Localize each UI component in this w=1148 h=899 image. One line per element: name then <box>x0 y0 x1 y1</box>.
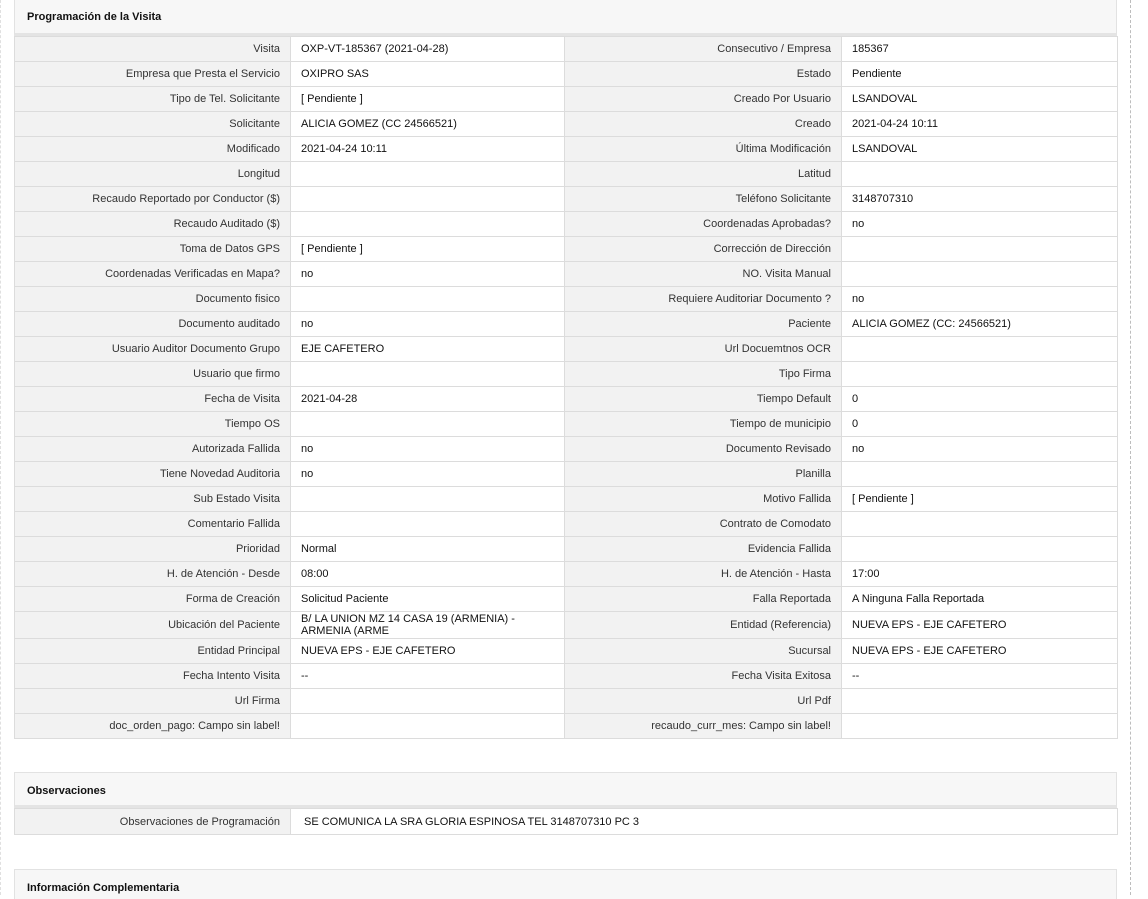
field-value <box>291 162 565 187</box>
field-value-text: NUEVA EPS - EJE CAFETERO <box>852 645 1007 657</box>
table-row <box>15 87 1118 112</box>
field-value-text: LSANDOVAL <box>852 143 918 155</box>
field-value <box>842 37 1118 62</box>
field-value <box>291 809 1118 835</box>
field-value-text: Solicitud Paciente <box>301 593 389 605</box>
field-label-text: Sucursal <box>788 645 831 657</box>
field-label <box>565 37 842 62</box>
field-label-text: Consecutivo / Empresa <box>717 43 831 55</box>
field-label <box>565 262 842 287</box>
table-row <box>15 112 1118 137</box>
field-label <box>565 137 842 162</box>
field-label <box>565 212 842 237</box>
field-value <box>842 387 1118 412</box>
field-label-text: Visita <box>253 43 280 55</box>
field-label <box>565 664 842 689</box>
field-value <box>842 262 1118 287</box>
field-value-text: ALICIA GOMEZ (CC: 24566521) <box>852 318 1011 330</box>
field-label <box>565 612 842 639</box>
field-value <box>842 562 1118 587</box>
field-label-text: Ubicación del Paciente <box>168 619 280 631</box>
field-label <box>15 437 291 462</box>
field-label <box>15 587 291 612</box>
field-label-text: Forma de Creación <box>185 593 280 605</box>
table-row <box>15 162 1118 187</box>
field-value-text: no <box>852 218 865 230</box>
table-row <box>15 237 1118 262</box>
field-value <box>291 212 565 237</box>
field-value <box>291 412 565 437</box>
field-label-text: Falla Reportada <box>752 593 831 605</box>
field-label-text: Sub Estado Visita <box>193 493 280 505</box>
field-label-text: Modificado <box>226 143 280 155</box>
field-label-text: Creado Por Usuario <box>733 93 831 105</box>
field-label <box>15 689 291 714</box>
field-label <box>15 639 291 664</box>
table-row <box>15 312 1118 337</box>
field-label-text: Entidad (Referencia) <box>730 619 831 631</box>
observaciones-panel <box>14 772 1117 835</box>
field-label <box>15 312 291 337</box>
field-value <box>842 612 1118 639</box>
field-label <box>15 387 291 412</box>
field-label <box>565 714 842 739</box>
field-value <box>842 187 1118 212</box>
field-label <box>15 362 291 387</box>
field-label <box>565 112 842 137</box>
field-value <box>291 62 565 87</box>
field-value <box>842 162 1118 187</box>
field-value <box>842 87 1118 112</box>
field-label-text: Fecha Intento Visita <box>182 670 280 682</box>
field-label <box>15 537 291 562</box>
field-label-text: Documento fisico <box>195 293 280 305</box>
field-label-text: Tiempo de municipio <box>729 418 831 430</box>
field-label-text: Url Docuemtnos OCR <box>724 343 831 355</box>
field-value-text: -- <box>301 670 309 682</box>
field-value <box>291 87 565 112</box>
field-label <box>15 714 291 739</box>
field-value <box>842 62 1118 87</box>
field-label <box>15 337 291 362</box>
field-value-text: 2021-04-24 10:11 <box>301 143 388 155</box>
table-row <box>15 387 1118 412</box>
field-value-text: OXIPRO SAS <box>301 68 369 80</box>
table-row <box>15 612 1118 639</box>
field-label <box>565 337 842 362</box>
field-value-text: [ Pendiente ] <box>301 93 363 105</box>
field-value <box>842 664 1118 689</box>
field-label <box>15 162 291 187</box>
field-label <box>565 587 842 612</box>
left-border-line <box>0 0 1 895</box>
table-row <box>15 137 1118 162</box>
field-label <box>15 487 291 512</box>
table-row <box>15 412 1118 437</box>
field-label-text: Creado <box>794 118 831 130</box>
field-value <box>842 337 1118 362</box>
field-label-text: H. de Atención - Hasta <box>720 568 831 580</box>
field-label <box>565 87 842 112</box>
field-label <box>565 487 842 512</box>
field-value-text: Pendiente <box>852 68 902 80</box>
programacion-header: Programación de la Visita <box>14 0 1117 36</box>
field-label <box>15 212 291 237</box>
field-value <box>291 112 565 137</box>
field-value-text: NUEVA EPS - EJE CAFETERO <box>852 619 1007 631</box>
field-value <box>291 362 565 387</box>
field-value <box>291 187 565 212</box>
table-row <box>15 689 1118 714</box>
field-value <box>842 112 1118 137</box>
field-value <box>291 664 565 689</box>
field-label-text: Corrección de Dirección <box>713 243 831 255</box>
table-row <box>15 187 1118 212</box>
field-label-text: NO. Visita Manual <box>742 268 831 280</box>
field-value-text: -- <box>852 670 860 682</box>
field-value-text: 0 <box>852 393 859 405</box>
field-value-text: 2021-04-28 <box>301 393 358 405</box>
table-row <box>15 62 1118 87</box>
field-value <box>291 337 565 362</box>
field-value <box>291 137 565 162</box>
field-label <box>565 562 842 587</box>
field-label-text: Tipo Firma <box>778 368 831 380</box>
field-label-text: Paciente <box>788 318 831 330</box>
table-row <box>15 537 1118 562</box>
field-label-text: Evidencia Fallida <box>747 543 831 555</box>
field-value-text: no <box>301 268 314 280</box>
field-label-text: Estado <box>796 68 831 80</box>
field-value-text: 185367 <box>852 43 889 55</box>
field-label <box>15 112 291 137</box>
field-label <box>565 689 842 714</box>
field-value <box>842 412 1118 437</box>
field-value <box>291 312 565 337</box>
field-label-text: Url Pdf <box>797 695 831 707</box>
field-label-text: Comentario Fallida <box>187 518 280 530</box>
field-label-text: Documento auditado <box>178 318 280 330</box>
field-label <box>15 237 291 262</box>
observaciones-header: Observaciones <box>14 772 1117 808</box>
field-value-text: no <box>301 318 314 330</box>
field-value <box>842 639 1118 664</box>
field-label-text: Última Modificación <box>735 143 831 155</box>
field-label-text: Contrato de Comodato <box>719 518 831 530</box>
field-label-text: Coordenadas Verificadas en Mapa? <box>105 268 280 280</box>
table-row <box>15 487 1118 512</box>
field-value <box>842 689 1118 714</box>
field-label-text: Autorizada Fallida <box>191 443 280 455</box>
field-label-text: Usuario que firmo <box>193 368 280 380</box>
field-value <box>291 612 565 639</box>
field-label <box>565 537 842 562</box>
field-value <box>291 714 565 739</box>
table-row <box>15 362 1118 387</box>
field-label-text: doc_orden_pago: Campo sin label! <box>109 720 280 732</box>
field-value-text: 2021-04-24 10:11 <box>852 118 939 130</box>
table-row <box>15 809 1118 835</box>
field-value-text: ALICIA GOMEZ (CC 24566521) <box>301 118 457 130</box>
field-value <box>291 562 565 587</box>
field-label-text: Tiempo OS <box>224 418 280 430</box>
table-row <box>15 512 1118 537</box>
field-label-text: Motivo Fallida <box>763 493 831 505</box>
field-label <box>15 262 291 287</box>
field-label-text: Latitud <box>797 168 831 180</box>
field-value-text: no <box>852 443 865 455</box>
field-label <box>565 237 842 262</box>
field-label <box>15 462 291 487</box>
field-value <box>291 387 565 412</box>
observaciones-text: SE COMUNICA LA SRA GLORIA ESPINOSA TEL 3148707310 PC 3 <box>304 815 640 828</box>
field-value <box>842 237 1118 262</box>
field-value-text: [ Pendiente ] <box>301 243 363 255</box>
field-label <box>15 664 291 689</box>
field-label <box>15 37 291 62</box>
field-value <box>842 714 1118 739</box>
field-value-text: Normal <box>301 543 337 555</box>
field-label-text: Recaudo Auditado ($) <box>173 218 280 230</box>
field-label-text: Solicitante <box>229 118 280 130</box>
field-label <box>565 162 842 187</box>
field-label-text: Planilla <box>795 468 831 480</box>
field-value-text: OXP-VT-185367 (2021-04-28) <box>301 43 449 55</box>
table-row <box>15 337 1118 362</box>
field-value-text: NUEVA EPS - EJE CAFETERO <box>301 645 456 657</box>
field-value-text: 08:00 <box>301 568 329 580</box>
field-label-text: Toma de Datos GPS <box>179 243 280 255</box>
field-label <box>15 87 291 112</box>
field-value-text: LSANDOVAL <box>852 93 918 105</box>
field-value-text: 17:00 <box>852 568 880 580</box>
right-scroll-guide <box>1130 0 1131 895</box>
field-label <box>15 287 291 312</box>
field-label: Observaciones de Programación <box>15 809 291 835</box>
field-value <box>291 537 565 562</box>
field-label-text: Tiene Novedad Auditoria <box>159 468 280 480</box>
field-label-text: Longitud <box>237 168 280 180</box>
field-label <box>565 639 842 664</box>
field-value <box>842 437 1118 462</box>
table-row <box>15 212 1118 237</box>
field-value-text: EJE CAFETERO <box>301 343 385 355</box>
field-label <box>565 287 842 312</box>
field-label <box>565 437 842 462</box>
table-row <box>15 562 1118 587</box>
field-value-text: 3148707310 <box>852 193 914 205</box>
field-label-text: H. de Atención - Desde <box>166 568 280 580</box>
field-label-text: Entidad Principal <box>197 645 280 657</box>
field-value <box>291 287 565 312</box>
field-label <box>15 137 291 162</box>
field-value <box>842 287 1118 312</box>
field-label-text: Fecha de Visita <box>204 393 280 405</box>
field-value <box>291 37 565 62</box>
field-label-text: Teléfono Solicitante <box>735 193 831 205</box>
field-value-text: 0 <box>852 418 859 430</box>
field-value <box>291 487 565 512</box>
field-value <box>291 237 565 262</box>
field-value <box>842 362 1118 387</box>
field-label-text: Coordenadas Aprobadas? <box>703 218 831 230</box>
field-label <box>565 412 842 437</box>
field-value <box>842 587 1118 612</box>
field-label <box>565 387 842 412</box>
field-label <box>565 187 842 212</box>
field-value <box>842 512 1118 537</box>
field-value-text: B/ LA UNION MZ 14 CASA 19 (ARMENIA) - ARMENIA (ARME <box>301 613 515 637</box>
field-label <box>565 62 842 87</box>
table-row <box>15 437 1118 462</box>
field-label-text: recaudo_curr_mes: Campo sin label! <box>651 720 831 732</box>
table-row <box>15 664 1118 689</box>
field-label <box>15 412 291 437</box>
field-value-text: no <box>301 468 314 480</box>
field-value <box>842 137 1118 162</box>
table-row <box>15 462 1118 487</box>
field-value <box>842 462 1118 487</box>
field-value <box>291 512 565 537</box>
field-value <box>291 462 565 487</box>
field-label-text: Prioridad <box>235 543 280 555</box>
field-label-text: Recaudo Reportado por Conductor ($) <box>92 193 280 205</box>
field-value <box>842 487 1118 512</box>
field-label <box>565 512 842 537</box>
table-row <box>15 262 1118 287</box>
field-value-text: A Ninguna Falla Reportada <box>852 593 985 605</box>
complementaria-header: Información Complementaria <box>14 869 1117 899</box>
field-value <box>291 689 565 714</box>
field-label-text: Empresa que Presta el Servicio <box>125 68 280 80</box>
field-value <box>842 312 1118 337</box>
field-label <box>15 612 291 639</box>
field-label-text: Tiempo Default <box>756 393 831 405</box>
field-value <box>291 437 565 462</box>
field-label <box>565 312 842 337</box>
table-row <box>15 587 1118 612</box>
field-value-text: no <box>301 443 314 455</box>
field-value <box>291 262 565 287</box>
field-label <box>565 462 842 487</box>
field-label <box>565 362 842 387</box>
field-value <box>291 639 565 664</box>
observaciones-table <box>14 808 1118 835</box>
field-label <box>15 62 291 87</box>
visit-details-body <box>15 37 1118 739</box>
field-label-text: Url Firma <box>234 695 280 707</box>
field-value <box>842 212 1118 237</box>
field-label-text: Fecha Visita Exitosa <box>731 670 831 682</box>
field-label-text: Documento Revisado <box>725 443 831 455</box>
field-label <box>15 562 291 587</box>
field-label-text: Tipo de Tel. Solicitante <box>169 93 280 105</box>
field-value-text: [ Pendiente ] <box>852 493 914 505</box>
programacion-panel <box>14 0 1117 739</box>
field-label <box>15 512 291 537</box>
field-label-text: Usuario Auditor Documento Grupo <box>111 343 280 355</box>
visit-details-table <box>14 36 1118 739</box>
field-value-text: no <box>852 293 865 305</box>
table-row <box>15 714 1118 739</box>
table-row <box>15 639 1118 664</box>
field-value <box>842 537 1118 562</box>
field-label-text: Requiere Auditoriar Documento ? <box>668 293 831 305</box>
table-row <box>15 287 1118 312</box>
table-row <box>15 37 1118 62</box>
field-label <box>15 187 291 212</box>
field-value <box>291 587 565 612</box>
